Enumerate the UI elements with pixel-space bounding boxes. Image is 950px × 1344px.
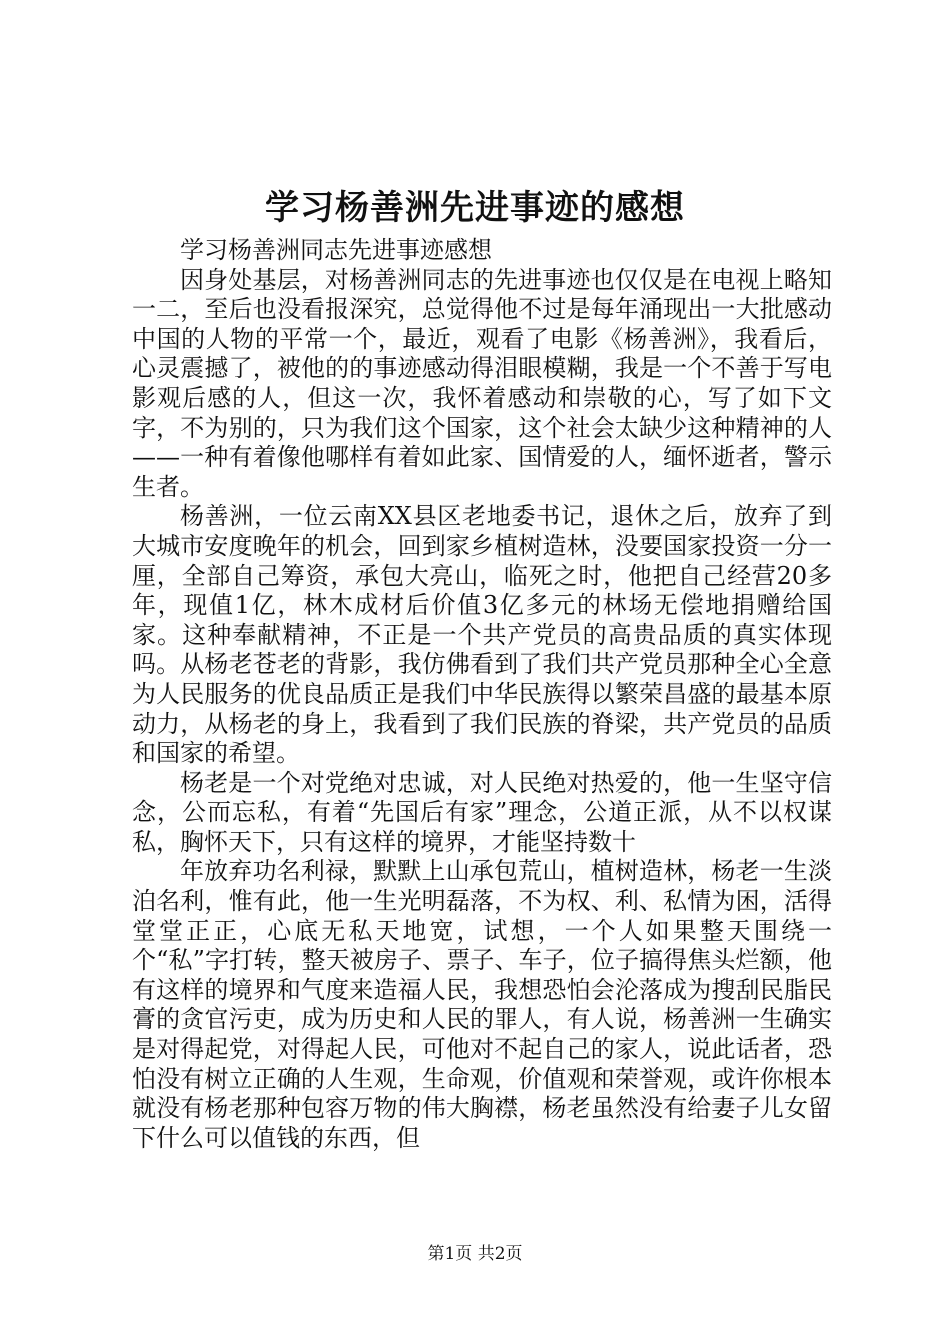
document-body: [132, 236, 832, 1153]
body-paragraph: 因身处基层，对杨善洲同志的先进事迹也仅仅是在电视上略知一二，至后也没看报深究，总觉得他不过是每年涌现出一大批感动中国的人物的平常一个，最近，观看了电影《杨善洲》，我看后，心灵震撼了，被他的的事迹感动得泪眼模糊，我是一个不善于写电影观后感的人，但这一次，我怀着感动和崇敬的心，写了如下文字，不为别的，只为我们这个国家，这个社会太缺少这种精神的人——一种有着像他哪样有着如此家、国情爱的人，缅怀逝者，警示生者。: [132, 265, 832, 501]
body-paragraph: 杨老是一个对党绝对忠诚，对人民绝对热爱的，他一生坚守信念，公而忘私，有着“先国后有家”理念，公道正派，从不以权谋私，胸怀天下，只有这样的境界，才能坚持数十: [132, 768, 832, 856]
page-number-footer: 第1页 共2页: [427, 1244, 523, 1264]
subtitle-paragraph: 学习杨善洲同志先进事迹感想: [180, 236, 492, 264]
body-paragraph: 杨善洲，一位云南XX县区老地委书记，退休之后，放弃了到大城市安度晚年的机会，回到家乡植树造林，没要国家投资一分一厘，全部自己筹资，承包大亮山，临死之时，他把自己经营20多年，现值1亿，林木成材后价值3亿多元的林场无偿地捐赠给国家。这种奉献精神，不正是一个共产党员的高贵品质的真实体现吗。从杨老苍老的背影，我仿佛看到了我们共产党员那种全心全意为人民服务的优良品质正是我们中华民族得以繁荣昌盛的最基本原动力，从杨老的身上，我看到了我们民族的脊梁，共产党员的品质和国家的希望。: [132, 502, 832, 768]
page-title: 学习杨善洲先进事迹的感想: [265, 188, 685, 228]
body-paragraph: 年放弃功名利禄，默默上山承包荒山，植树造林，杨老一生淡泊名利，惟有此，他一生光明磊落，不为权、利、私情为困，活得堂堂正正，心底无私天地宽，试想，一个人如果整天围绕一个“私”字打转，整天被房子、票子、车子，位子搞得焦头烂额，他有这样的境界和气度来造福人民，我想恐怕会沦落成为搜刮民脂民膏的贪官污吏，成为历史和人民的罪人，有人说，杨善洲一生确实是对得起党，对得起人民，可他对不起自己的家人，说此话者，恐怕没有树立正确的人生观，生命观，价值观和荣誉观，或许你根本就没有杨老那种包容万物的伟大胸襟，杨老虽然没有给妻子儿女留下什么可以值钱的东西，但: [132, 857, 832, 1152]
